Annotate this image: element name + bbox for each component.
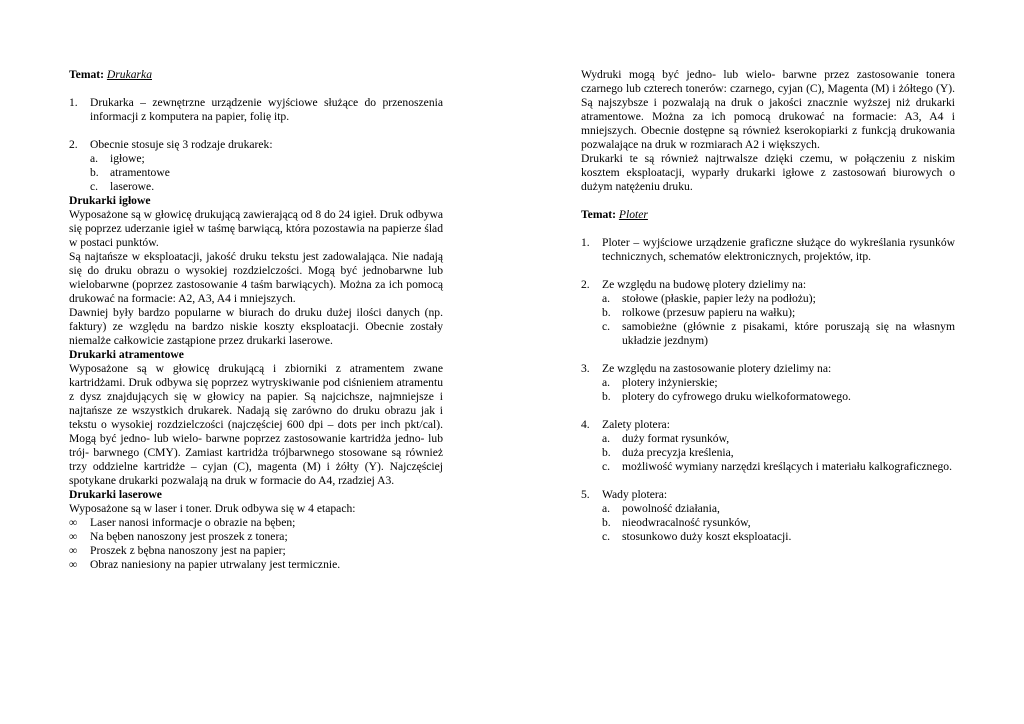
plotter-sub-item — [602, 306, 955, 320]
sub-text: duża precyzja kreślenia, — [622, 446, 734, 459]
infinity-bullet-icon: ∞ — [69, 516, 78, 529]
sub-text: stosunkowo duży koszt eksploatacji. — [622, 530, 792, 543]
section-title-needle: Drukarki igłowe — [69, 194, 151, 207]
plotter-list-item-3 — [581, 362, 955, 376]
sub-text: rolkowe (przesuw papieru na wałku); — [622, 306, 796, 319]
step-text: Obraz naniesiony na papier utrwalany jest termicznie. — [90, 558, 341, 571]
plotter-sub-list — [581, 376, 955, 404]
step-text: Proszek z bębna nanoszony jest na papier; — [90, 544, 286, 557]
plotter-sub-item — [602, 530, 955, 544]
list-number: 5. — [581, 488, 590, 501]
list-number: 4. — [581, 418, 590, 431]
right-column — [581, 68, 955, 544]
infinity-bullet-icon: ∞ — [69, 544, 78, 557]
sub-letter: c. — [602, 530, 611, 543]
list-item-1 — [69, 96, 443, 124]
plotter-sub-item — [602, 376, 955, 390]
step-text: Na bęben nanoszony jest proszek z tonera; — [90, 530, 288, 543]
plotter-sections — [581, 236, 955, 544]
sub-letter: a. — [90, 152, 99, 165]
list-text: Ploter – wyjściowe urządzenie graficzne służące do wykreślania rysunków technicznych, schematów elektronicznych, projektów, itp. — [602, 236, 955, 263]
sub-letter: a. — [602, 432, 611, 445]
plotter-sub-list — [581, 502, 955, 544]
sub-text: igłowe; — [110, 152, 145, 165]
laser-step — [69, 544, 443, 558]
plotter-sub-list — [581, 432, 955, 474]
sub-letter: b. — [602, 516, 611, 529]
list-item-2 — [69, 138, 443, 152]
plotter-sub-item — [602, 292, 955, 306]
step-text: Laser nanosi informacje o obrazie na bęben; — [90, 516, 296, 529]
plotter-sub-list — [581, 292, 955, 348]
sub-letter: b. — [602, 446, 611, 459]
sub-text: plotery do cyfrowego druku wielkoformatowego. — [622, 390, 851, 403]
laser-continued-paragraph-1: Wydruki mogą być jedno- lub wielo- barwne przez zastosowanie tonera czarnego lub czterech tonerów: czarnego, cyjan (C), Magenta (M) i żółtego (Y). Są najszybsze i pozwalają na druk o jakości znacznie wyższej niż drukarki atramentowe. Można za ich pomocą drukować na formacie: A3, A4 i mniejszych. Obecnie dostępne są również kserokopiarki z funkcją drukowania pozwalające na druk w rozmiarach A2 i większych. — [581, 68, 955, 151]
sub-text: samobieżne (głównie z pisakami, które poruszają się na własnym układzie jezdnym) — [622, 320, 955, 347]
sub-letter: b. — [602, 306, 611, 319]
topic-label: Temat: — [581, 208, 616, 221]
sub-text: możliwość wymiany narzędzi kreślących i materiału kalkograficznego. — [622, 460, 952, 473]
infinity-bullet-icon: ∞ — [69, 530, 78, 543]
printer-types-list — [69, 152, 443, 194]
printer-type-item — [90, 152, 443, 166]
printer-type-item — [90, 180, 443, 194]
sub-text: atramentowe — [110, 166, 170, 179]
needle-paragraph-2: Są najtańsze w eksploatacji, jakość druku tekstu jest zadowalająca. Nie nadają się do druku obrazu o wysokiej rozdzielczości. Mogą być jednobarwne lub wielobarwne (poprzez zastosowanie 4 taśm barwiących). Można za ich pomocą drukować na formacie: A2, A3, A4 i mniejszych. — [69, 250, 443, 305]
topic-heading-printer — [69, 68, 443, 82]
sub-letter: a. — [602, 292, 611, 305]
list-number: 1. — [581, 236, 590, 249]
plotter-list-item-5 — [581, 488, 955, 502]
plotter-sub-item — [602, 320, 955, 348]
laser-step — [69, 516, 443, 530]
infinity-bullet-icon: ∞ — [69, 558, 78, 571]
list-text: Drukarka – zewnętrzne urządzenie wyjściowe służące do przenoszenia informacji z komputera na papier, folię itp. — [90, 96, 443, 123]
list-text: Ze względu na budowę plotery dzielimy na: — [602, 278, 807, 291]
plotter-sub-item — [602, 460, 955, 474]
laser-paragraph: Wyposażone są w laser i toner. Druk odbywa się w 4 etapach: — [69, 502, 356, 515]
list-text: Obecnie stosuje się 3 rodzaje drukarek: — [90, 138, 273, 151]
sub-letter: b. — [602, 390, 611, 403]
needle-paragraph-3: Dawniej były bardzo popularne w biurach do druku dużej ilości danych (np. faktury) ze względu na bardzo niskie koszty eksploatacji. Obecnie zostały niemalże całkowicie zastąpione przez drukarki laserowe. — [69, 306, 443, 347]
sub-letter: c. — [602, 320, 611, 333]
topic-value: Ploter — [618, 208, 648, 221]
needle-paragraph-1: Wyposażone są w głowicę drukującą zawierającą od 8 do 24 igieł. Druk odbywa się poprzez uderzanie igieł w taśmę barwiącą, która pozostawia na papierze ślad w postaci punktów. — [69, 208, 443, 249]
sub-text: plotery inżynierskie; — [622, 376, 718, 389]
sub-letter: a. — [602, 376, 611, 389]
laser-steps-list — [69, 516, 443, 572]
plotter-sub-item — [602, 390, 955, 404]
printer-type-item — [90, 166, 443, 180]
plotter-list-item-4 — [581, 418, 955, 432]
list-number: 1. — [69, 96, 78, 109]
sub-text: nieodwracalność rysunków, — [622, 516, 751, 529]
sub-text: stołowe (płaskie, papier leży na podłożu); — [622, 292, 816, 305]
list-text: Wady plotera: — [602, 488, 668, 501]
plotter-sub-item — [602, 446, 955, 460]
section-title-inkjet: Drukarki atramentowe — [69, 348, 184, 361]
sub-text: duży format rysunków, — [622, 432, 730, 445]
sub-letter: c. — [602, 460, 611, 473]
plotter-sub-item — [602, 502, 955, 516]
list-number: 2. — [69, 138, 78, 151]
left-column — [69, 68, 443, 572]
sub-text: laserowe. — [110, 180, 155, 193]
plotter-sub-item — [602, 516, 955, 530]
list-number: 2. — [581, 278, 590, 291]
sub-letter: c. — [90, 180, 99, 193]
topic-value: Drukarka — [106, 68, 152, 81]
plotter-list-item-1 — [581, 236, 955, 264]
list-text: Ze względu na zastosowanie plotery dzielimy na: — [602, 362, 832, 375]
topic-heading-plotter — [581, 208, 955, 222]
sub-letter: b. — [90, 166, 99, 179]
inkjet-paragraph: Wyposażone są w głowicę drukującą i zbiorniki z atramentem zwane kartridżami. Druk odbywa się poprzez wytryskiwanie pod ciśnieniem atramentu z dysz znajdujących się w głowicy na papier. Są najcichsze, najmniejsze i najtańsze ze wszystkich drukarek. Nadają się zarówno do druku obrazu jak i tekstu o wysokiej rozdzielczości (najczęściej 600 dpi – dots per inch pkt/cal). Mogą być jedno- lub wielo- barwne poprzez zastosowanie kartridża jedno- lub trój- barwnego (CMY). Zamiast kartridża trójbarwnego stosowane są również trzy oddzielne kartridże – cyjan (C), magenta (M) i żółty (Y). Najczęściej spotykane drukarki pozwalają na druk w formacie do A4, rzadziej A3. — [69, 362, 443, 487]
laser-continued-paragraph-2: Drukarki te są również najtrwalsze dzięki czemu, w połączeniu z niskim kosztem eksploatacji, wyparły drukarki igłowe z zastosowań biurowych o dużym natężeniu druku. — [581, 152, 955, 193]
plotter-list-item-2 — [581, 278, 955, 292]
sub-letter: a. — [602, 502, 611, 515]
list-number: 3. — [581, 362, 590, 375]
laser-step — [69, 558, 443, 572]
topic-label: Temat: — [69, 68, 104, 81]
list-text: Zalety plotera: — [602, 418, 670, 431]
sub-text: powolność działania, — [622, 502, 720, 515]
section-title-laser: Drukarki laserowe — [69, 488, 162, 501]
laser-step — [69, 530, 443, 544]
plotter-sub-item — [602, 432, 955, 446]
